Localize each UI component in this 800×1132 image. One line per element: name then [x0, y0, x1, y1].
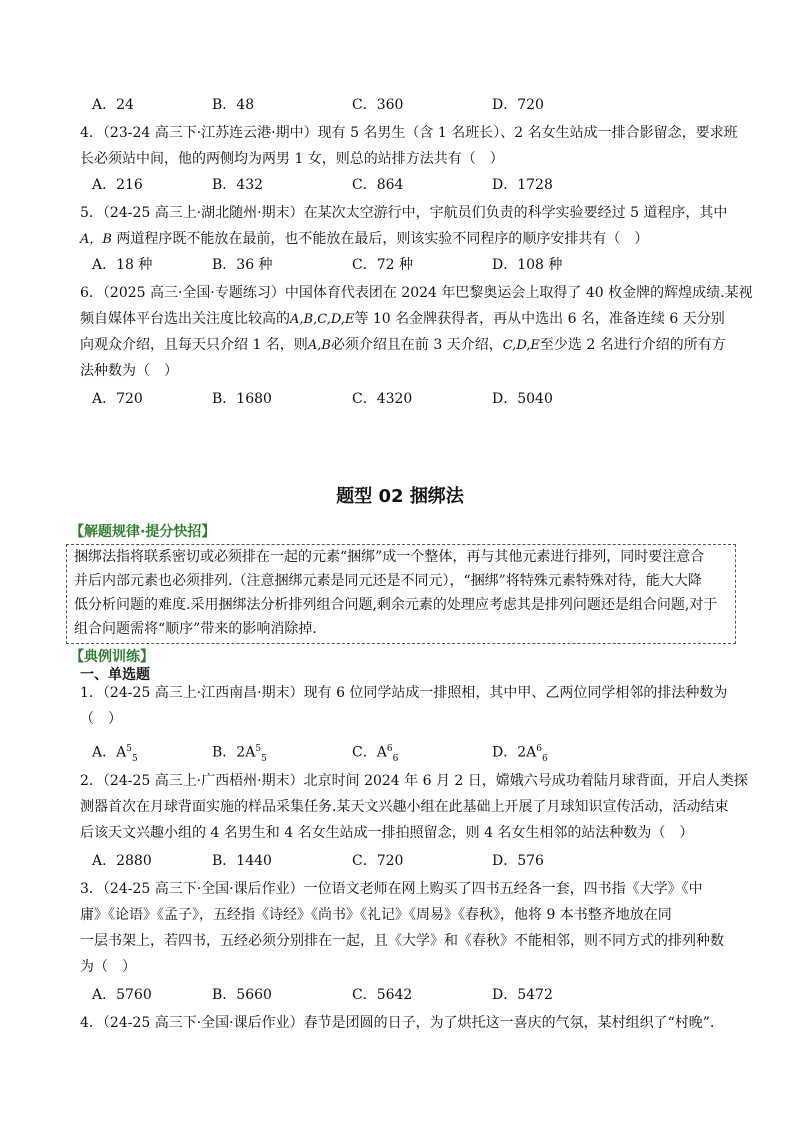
q6-option-c[interactable]: C．4320 [352, 391, 413, 407]
q5-option-d[interactable]: D．108 种 [492, 257, 563, 273]
q4-option-d[interactable]: D．1728 [492, 177, 553, 193]
subsection-heading: 一、单选题 [80, 667, 150, 683]
e1-option-b-coef: 2 [236, 744, 246, 761]
tips-tag: 【解题规律·提分快招】 [70, 524, 216, 540]
q6-option-a[interactable]: A．720 [92, 391, 143, 407]
e1-option-b-prefix: B． [212, 744, 237, 761]
q6-stem-line2 [80, 308, 730, 331]
q5-option-a[interactable]: A．18 种 [92, 257, 153, 273]
q6-stem-line2-b: 等 10 名金牌获得者，再从中选出 6 名，准备连续 6 天分别 [354, 311, 725, 327]
e2-stem-line1: 2．（24-25 高三上·广西梧州·期末）北京时间 2024 年 6 月 2 日，嫦娥六号成功着陆月球背面，开启人类探 [80, 773, 748, 789]
q4-option-b[interactable]: B．432 [212, 177, 264, 193]
e1-option-d-prefix: D． [492, 744, 518, 761]
e3-option-a[interactable]: A．5760 [92, 987, 152, 1003]
e1-option-b-sub: 5 [261, 753, 267, 764]
e1-option-d-sup: 6 [536, 744, 543, 754]
e3-stem-line1: 3．（24-25 高三下·全国·课后作业）一位语文老师在网上购买了四书五经各一套，四书指《大学》《中 [80, 881, 703, 897]
e1-option-a-sup: 5 [126, 744, 132, 754]
q6-stem-line3 [80, 334, 730, 357]
e2-option-d[interactable]: D．576 [492, 853, 544, 869]
e3-options [92, 984, 732, 1006]
e1-option-d-coef: 2 [517, 744, 527, 761]
e1-option-c[interactable] [352, 738, 398, 766]
q5-option-b[interactable]: B．36 种 [212, 257, 273, 273]
q5-stem-line1: 5．（24-25 高三上·湖北随州·期末）在某次太空游行中，宇航员们负责的科学实验要经过 5 道程序，其中 [80, 205, 728, 221]
e1-option-a-sub: 5 [131, 753, 138, 764]
q6-variables-ab: A,B [307, 338, 331, 353]
e1-option-d-sub: 6 [542, 753, 548, 764]
e3-option-c[interactable]: C．5642 [352, 987, 413, 1003]
tips-line-4: 组合问题需将“顺序”带来的影响消除掉. [74, 621, 317, 637]
q5-option-c[interactable]: C．72 种 [352, 257, 413, 273]
e2-stem-line3: 后该天文兴趣小组的 4 名男生和 4 名女生站成一排拍照留念，则 4 名女生相邻的站法种数为（ ） [80, 825, 694, 841]
q3-option-b[interactable]: B．48 [212, 97, 255, 113]
e1-option-c-sub: 6 [392, 753, 399, 764]
e1-option-c-prefix: C． [352, 744, 377, 761]
e2-option-b[interactable]: B．1440 [212, 853, 272, 869]
examples-tag: 【典例训练】 [70, 649, 154, 665]
q3-option-c[interactable]: C．360 [352, 97, 404, 113]
q4-options [92, 174, 732, 196]
e1-option-a[interactable] [92, 738, 138, 766]
q6-option-b[interactable]: B．1680 [212, 391, 272, 407]
q5-stem-line2 [80, 228, 730, 251]
e3-stem-line4: 为（ ） [80, 959, 136, 975]
q4-stem-line2: 长必须站中间，他的两侧均为两男 1 女，则总的站排方法共有（ ） [80, 151, 504, 167]
q6-option-d[interactable]: D．5040 [492, 391, 553, 407]
q4-option-a[interactable]: A．216 [92, 177, 143, 193]
e3-option-d[interactable]: D．5472 [492, 987, 553, 1003]
q6-options [92, 388, 732, 410]
e1-option-a-prefix: A． [92, 744, 117, 761]
e3-option-b[interactable]: B．5660 [212, 987, 272, 1003]
q6-stem-line3-c: 至少选 2 名进行介绍的所有方 [539, 337, 726, 353]
e1-option-b[interactable] [212, 738, 267, 766]
e1-options [92, 738, 732, 764]
e1-option-c-symbol: A [376, 744, 387, 761]
e1-option-c-sup: 6 [386, 744, 393, 754]
e3-stem-line3: 一层书架上，若四书，五经必须分别排在一起，且《大学》和《春秋》不能相邻，则不同方式的排列种数 [80, 933, 724, 949]
e1-option-b-symbol: A [245, 744, 256, 761]
q6-stem-line3-a: 向观众介绍，且每天只介绍 1 名，则 [80, 337, 308, 353]
q6-stem-line2-a: 频自媒体平台选出关注度比较高的 [80, 311, 290, 327]
tips-line-1: 捆绑法指将联系密切或必须排在一起的元素“捆绑”成一个整体，再与其他元素进行排列，同时要注意合 [74, 549, 705, 565]
e2-option-c[interactable]: C．720 [352, 853, 404, 869]
q4-stem-line1: 4．（23-24 高三下·江苏连云港·期中）现有 5 名男生（含 1 名班长）、2 名女生站成一排合影留念，要求班 [80, 125, 738, 141]
e2-option-a[interactable]: A．2880 [92, 853, 152, 869]
q5-options [92, 254, 732, 276]
tips-line-2: 并后内部元素也必须排列.（注意捆绑元素是同元还是不同元），“捆绑”将特殊元素特殊对待，能大大降 [74, 573, 702, 589]
q4-option-c[interactable]: C．864 [352, 177, 404, 193]
q5-variables: A，B [80, 232, 112, 247]
q6-stem-line3-b: 必须介绍且在前 3 天介绍， [330, 337, 503, 353]
e3-stem-line2: 庸》《论语》《孟子》，五经指《诗经》《尚书》《礼记》《周易》《春秋》，他将 9 本书整齐地放在同 [80, 907, 672, 923]
e1-stem-line2: （ ） [80, 711, 122, 727]
q3-options [92, 94, 732, 116]
q6-stem-line4: 法种数为（ ） [80, 363, 178, 379]
q6-variables-abcde: A,B,C,D,E [290, 312, 355, 327]
e2-options [92, 850, 732, 872]
section-title: 题型 02 捆绑法 [336, 486, 464, 507]
q3-option-a[interactable]: A．24 [92, 97, 134, 113]
e1-option-d-symbol: A [526, 744, 537, 761]
q6-variables-cde: C,D,E [502, 338, 540, 353]
tips-line-3: 低分析问题的难度.采用捆绑法分析排列组合问题,剩余元素的处理应考虑其是排列问题还是组合问题,对于 [74, 597, 718, 613]
e2-stem-line2: 测器首次在月球背面实施的样品采集任务.某天文兴趣小组在此基础上开展了月球知识宣传活动，活动结束 [80, 799, 729, 815]
q5-stem-line2-text: 两道程序既不能放在最前，也不能放在最后，则该实验不同程序的顺序安排共有（ ） [116, 231, 649, 247]
e1-stem-line1: 1．（24-25 高三上·江西南昌·期末）现有 6 位同学站成一排照相，其中甲、乙两位同学相邻的排法种数为 [80, 685, 728, 701]
e1-option-b-sup: 5 [255, 744, 262, 754]
e1-option-a-symbol: A [116, 744, 127, 761]
e4-stem-line1: 4．（24-25 高三下·全国·课后作业）春节是团圆的日子，为了烘托这一喜庆的气氛，某村组织了“村晚”. [80, 1015, 715, 1031]
q6-stem-line1: 6．（2025 高三·全国·专题练习）中国体育代表团在 2024 年巴黎奥运会上取得了 40 枚金牌的辉煌成绩.某视 [80, 285, 753, 301]
q3-option-d[interactable]: D．720 [492, 97, 544, 113]
e1-option-d[interactable] [492, 738, 548, 766]
